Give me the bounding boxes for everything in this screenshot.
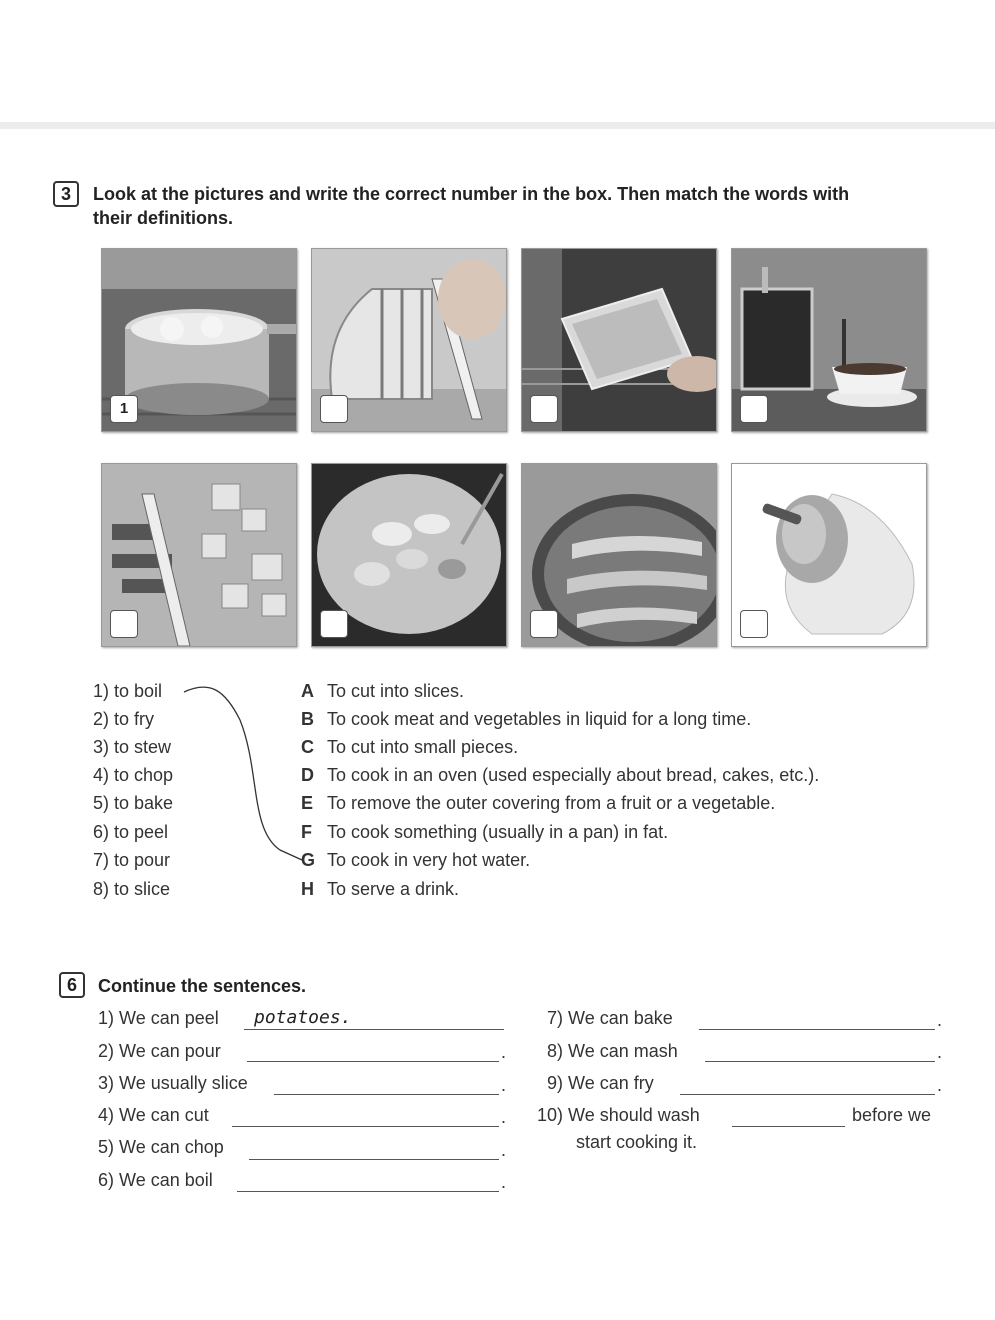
answer-box-6[interactable] [320,610,348,638]
definition-e: E To remove the outer covering from a fruit or a vegetable. [301,793,776,813]
sentence-8: 8) We can mash [547,1041,678,1061]
photo-pouring-coffee [731,248,927,432]
word-6: 6) to peel [93,822,169,842]
sentence-2-blank[interactable] [247,1061,499,1062]
photo-stew-pot [311,463,507,647]
sentence-10-line2: start cooking it. [576,1132,698,1152]
sentence-1-blank[interactable] [244,1029,504,1030]
photo-frying-bacon [521,463,717,647]
sentence-10: 10) We should wash [537,1105,700,1125]
exercise-3-number: 3 [53,181,79,207]
word-7: 7) to pour [93,850,171,870]
word-1: 1) to boil [93,681,163,701]
sentence-9: 9) We can fry [547,1073,654,1093]
answer-box-4[interactable] [740,395,768,423]
sentence-2-period: . [501,1042,507,1062]
word-4: 4) to chop [93,765,174,785]
answer-box-2[interactable] [320,395,348,423]
photo-boiling-pot [101,248,297,432]
sentence-8-blank[interactable] [705,1061,935,1062]
sentence-6: 6) We can boil [98,1170,213,1190]
sentence-7-period: . [937,1010,943,1030]
answer-box-8[interactable] [740,610,768,638]
answer-box-1[interactable]: 1 [110,395,138,423]
photo-slicing-bread [311,248,507,432]
word-2: 2) to fry [93,709,155,729]
sentence-6-period: . [501,1172,507,1192]
definition-a: A To cut into slices. [301,681,465,701]
sentence-9-period: . [937,1075,943,1095]
sentence-10-blank[interactable] [732,1126,845,1127]
definition-c: C To cut into small pieces. [301,737,519,757]
definition-d: D To cook in an oven (used especially about bread, cakes, etc.). [301,765,820,785]
definition-f: F To cook something (usually in a pan) in fat. [301,822,669,842]
sentence-2: 2) We can pour [98,1041,221,1061]
definition-b: B To cook meat and vegetables in liquid for a long time. [301,709,752,729]
example-match-line [180,680,310,870]
sentence-1-answer: potatoes. [254,1007,352,1028]
sentence-8-period: . [937,1042,943,1062]
photo-chopped-vegetables [101,463,297,647]
page-divider [0,122,995,129]
definition-h: H To serve a drink. [301,879,460,899]
word-5: 5) to bake [93,793,174,813]
sentence-6-blank[interactable] [237,1191,499,1192]
exercise-3-instruction-line1: Look at the pictures and write the correct number in the box. Then match the words with [93,184,850,204]
word-8: 8) to slice [93,879,171,899]
definition-g: G To cook in very hot water. [301,850,531,870]
exercise-6-number: 6 [59,972,85,998]
sentence-3: 3) We usually slice [98,1073,248,1093]
photo-peeling-potato [731,463,927,647]
sentence-9-blank[interactable] [680,1094,935,1095]
sentence-10-after: before we [852,1105,932,1125]
sentence-5-blank[interactable] [249,1159,499,1160]
sentence-7-blank[interactable] [699,1029,935,1030]
answer-box-7[interactable] [530,610,558,638]
sentence-5-period: . [501,1140,507,1160]
exercise-3-instruction-line2: their definitions. [93,208,234,228]
page-top-margin [0,0,995,122]
photo-baking-dish-oven [521,248,717,432]
sentence-4-blank[interactable] [232,1126,499,1127]
sentence-7: 7) We can bake [547,1008,673,1028]
sentence-3-blank[interactable] [274,1094,499,1095]
sentence-3-period: . [501,1075,507,1095]
answer-box-3[interactable] [530,395,558,423]
sentence-4: 4) We can cut [98,1105,209,1125]
answer-box-5[interactable] [110,610,138,638]
exercise-6-instruction: Continue the sentences. [98,976,307,996]
sentence-1: 1) We can peel [98,1008,219,1028]
sentence-5: 5) We can chop [98,1137,224,1157]
word-3: 3) to stew [93,737,172,757]
sentence-4-period: . [501,1107,507,1127]
